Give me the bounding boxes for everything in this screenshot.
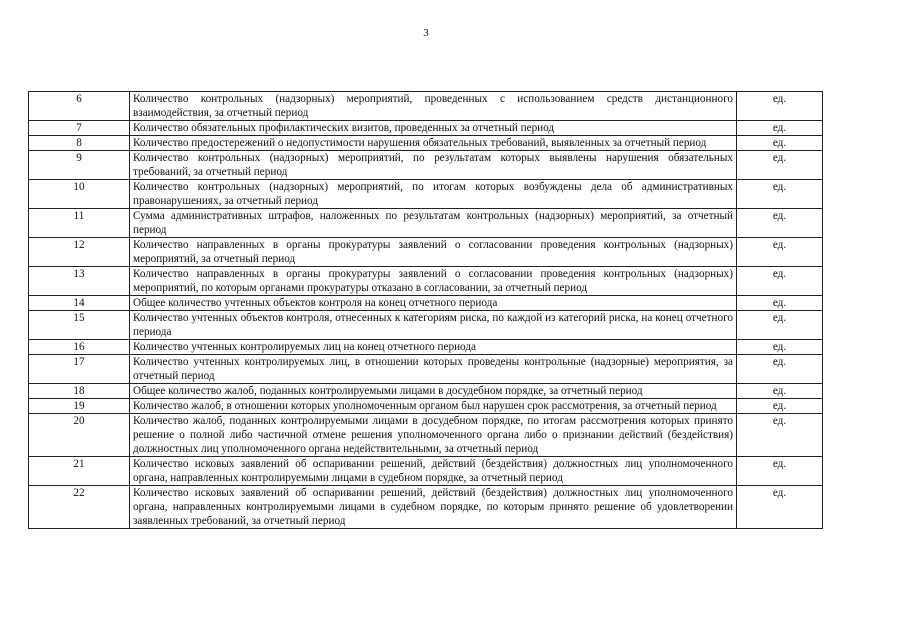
indicator-description: Количество учтенных контролируемых лиц на конец отчетного периода	[130, 340, 737, 355]
unit-of-measure: ед.	[737, 384, 823, 399]
unit-of-measure: ед.	[737, 457, 823, 486]
unit-of-measure: ед.	[737, 340, 823, 355]
row-number: 18	[29, 384, 130, 399]
row-number: 6	[29, 92, 130, 121]
row-number: 20	[29, 414, 130, 457]
indicator-description: Количество исковых заявлений об оспаривании решений, действий (бездействия) должностных лиц уполномоченного органа, направленных контролируемыми лицами в судебном порядке, по которым принято решение об удовлетворении заявленных требований, за отчетный период	[130, 486, 737, 529]
indicator-description: Количество жалоб, поданных контролируемыми лицами в досудебном порядке, по итогам рассмотрения которых принято решение о полной либо частичной отмене решения уполномоченного органа либо о признании действий (бездействия) должностных лиц уполномоченного органа недействительными, за отчетный период	[130, 414, 737, 457]
indicators-table	[28, 91, 823, 529]
table-row	[29, 486, 823, 529]
table-row	[29, 267, 823, 296]
indicator-description: Количество учтенных объектов контроля, отнесенных к категориям риска, по каждой из категорий риска, на конец отчетного периода	[130, 311, 737, 340]
table-row	[29, 238, 823, 267]
indicator-description: Количество контрольных (надзорных) мероприятий, по итогам которых возбуждены дела об административных правонарушениях, за отчетный период	[130, 180, 737, 209]
indicator-description: Количество исковых заявлений об оспаривании решений, действий (бездействия) должностных лиц уполномоченного органа, направленных контролируемыми лицами в судебном порядке, за отчетный период	[130, 457, 737, 486]
table-row	[29, 209, 823, 238]
indicator-description: Количество учтенных контролируемых лиц, в отношении которых проведены контрольные (надзорные) мероприятия, за отчетный период	[130, 355, 737, 384]
row-number: 12	[29, 238, 130, 267]
unit-of-measure: ед.	[737, 92, 823, 121]
table-row	[29, 414, 823, 457]
table-row	[29, 457, 823, 486]
row-number: 8	[29, 136, 130, 151]
row-number: 22	[29, 486, 130, 529]
unit-of-measure: ед.	[737, 267, 823, 296]
unit-of-measure: ед.	[737, 180, 823, 209]
unit-of-measure: ед.	[737, 414, 823, 457]
table-row	[29, 399, 823, 414]
row-number: 17	[29, 355, 130, 384]
unit-of-measure: ед.	[737, 151, 823, 180]
unit-of-measure: ед.	[737, 209, 823, 238]
unit-of-measure: ед.	[737, 486, 823, 529]
unit-of-measure: ед.	[737, 399, 823, 414]
table-row	[29, 92, 823, 121]
table-row	[29, 136, 823, 151]
table-row	[29, 311, 823, 340]
row-number: 10	[29, 180, 130, 209]
indicator-description: Количество контрольных (надзорных) мероприятий, по результатам которых выявлены нарушения обязательных требований, за отчетный период	[130, 151, 737, 180]
row-number: 13	[29, 267, 130, 296]
indicator-description: Количество жалоб, в отношении которых уполномоченным органом был нарушен срок рассмотрения, за отчетный период	[130, 399, 737, 414]
indicator-description: Общее количество жалоб, поданных контролируемыми лицами в досудебном порядке, за отчетный период	[130, 384, 737, 399]
table-row	[29, 340, 823, 355]
unit-of-measure: ед.	[737, 311, 823, 340]
unit-of-measure: ед.	[737, 238, 823, 267]
indicator-description: Количество контрольных (надзорных) мероприятий, проведенных с использованием средств дистанционного взаимодействия, за отчетный период	[130, 92, 737, 121]
table-row	[29, 151, 823, 180]
table-row	[29, 355, 823, 384]
indicator-description: Количество обязательных профилактических визитов, проведенных за отчетный период	[130, 121, 737, 136]
indicator-description: Количество направленных в органы прокуратуры заявлений о согласовании проведения контрольных (надзорных) мероприятий, за отчетный период	[130, 238, 737, 267]
row-number: 11	[29, 209, 130, 238]
row-number: 7	[29, 121, 130, 136]
indicator-description: Количество направленных в органы прокуратуры заявлений о согласовании проведения контрольных (надзорных) мероприятий, по которым органами прокуратуры отказано в согласовании, за отчетный период	[130, 267, 737, 296]
unit-of-measure: ед.	[737, 121, 823, 136]
table-row	[29, 384, 823, 399]
row-number: 15	[29, 311, 130, 340]
row-number: 14	[29, 296, 130, 311]
row-number: 9	[29, 151, 130, 180]
table-row	[29, 296, 823, 311]
indicator-description: Количество предостережений о недопустимости нарушения обязательных требований, выявленных за отчетный период	[130, 136, 737, 151]
row-number: 16	[29, 340, 130, 355]
unit-of-measure: ед.	[737, 355, 823, 384]
table-row	[29, 121, 823, 136]
unit-of-measure: ед.	[737, 296, 823, 311]
unit-of-measure: ед.	[737, 136, 823, 151]
indicator-description: Общее количество учтенных объектов контроля на конец отчетного периода	[130, 296, 737, 311]
indicators-table-body	[29, 92, 823, 529]
table-row	[29, 180, 823, 209]
row-number: 21	[29, 457, 130, 486]
indicator-description: Сумма административных штрафов, наложенных по результатам контрольных (надзорных) мероприятий, за отчетный период	[130, 209, 737, 238]
page-number: 3	[423, 27, 429, 39]
row-number: 19	[29, 399, 130, 414]
